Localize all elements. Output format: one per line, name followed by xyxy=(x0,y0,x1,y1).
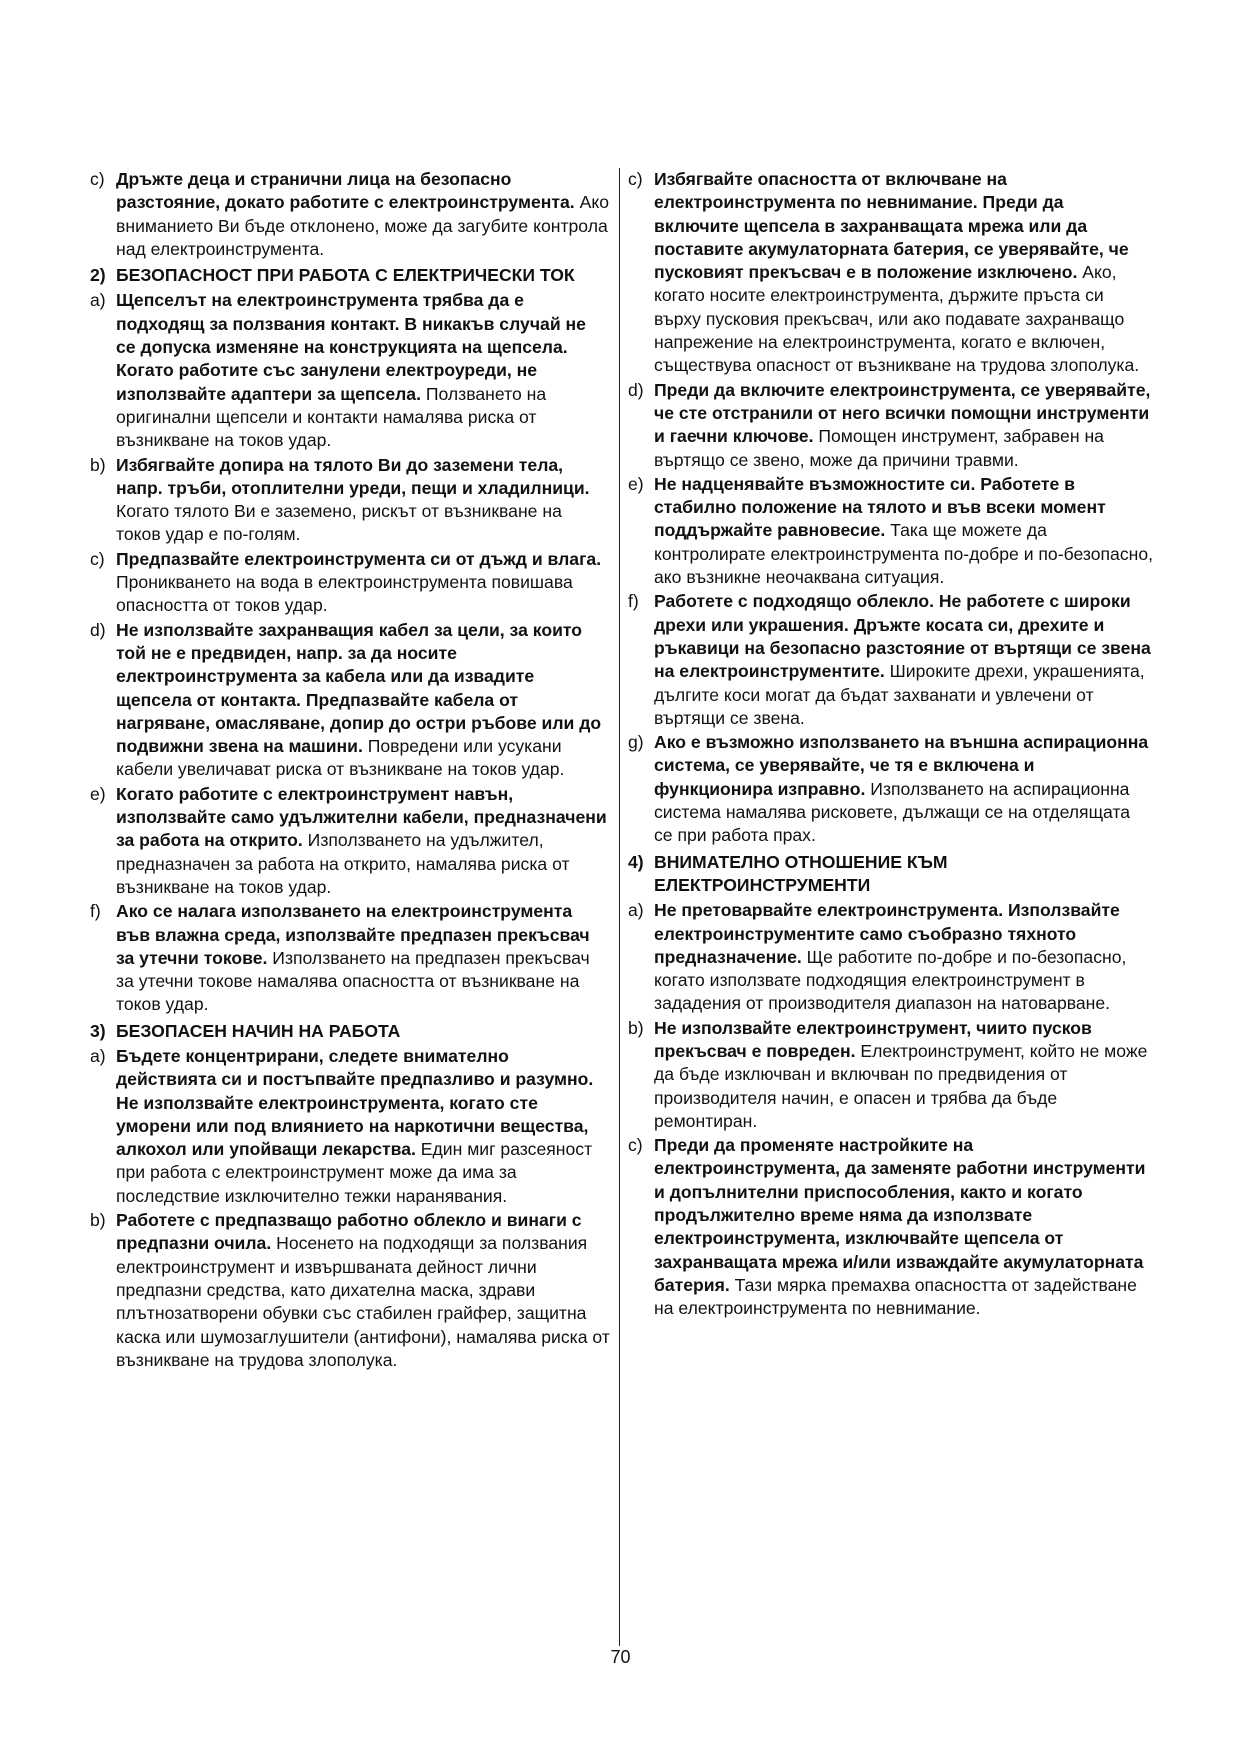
item-explanation: Проникването на вода в електроинструмента повишава опасността от токов удар. xyxy=(116,572,573,616)
item-warning: Предпазвайте електроинструмента си от дъжд и влага. xyxy=(116,548,602,569)
list-item xyxy=(90,1045,610,1208)
item-warning: Бъдете концентрирани, следете внимателно действията си и постъпвайте предпазливо и разумно. Не използвайте електроинструмента, когато сте уморени или под влиянието на наркотични вещества, алкохол или упойващи лекарства. xyxy=(116,1045,594,1160)
item-label: a) xyxy=(90,1045,106,1066)
item-explanation: Тази мярка премахва опасността от задействане на електроинструмента по невнимание. xyxy=(654,1274,1137,1319)
list-item xyxy=(90,619,610,782)
item-label: d) xyxy=(90,619,106,640)
section-heading xyxy=(90,1020,610,1043)
item-explanation: Ако, когато носите електроинструмента, държите пръста си върху пусковия прекъсвач, или ако подавате захранващо напрежение на електроинструмента, когато е включен, съществува опасност от възникване на трудова злополука. xyxy=(654,262,1140,376)
item-label: d) xyxy=(628,379,644,400)
page-number: 70 xyxy=(610,1647,631,1667)
item-explanation: Един миг разсеяност при работа с електроинструмент може да има за последствие изключително тежки наранявания. xyxy=(116,1139,593,1206)
section-number: 3) xyxy=(90,1020,106,1041)
list-item xyxy=(628,899,1153,1015)
item-label: e) xyxy=(628,473,644,494)
item-warning: Когато работите с електроинструмент навън, използвайте само удължителни кабели, предназначени за работа на открито. xyxy=(116,783,607,851)
list-item xyxy=(628,379,1153,472)
item-warning: Работете с предпазващо работно облекло и винаги с предпазни очила. xyxy=(116,1210,582,1254)
item-explanation: Ако вниманието Ви бъде отклонено, може да загубите контрола над електроинструмента. xyxy=(116,192,610,259)
item-explanation: Електроинструмент, който не може да бъде изключван и включван по предвидения от производителя начин, е опасен и трябва да бъде ремонтиран. xyxy=(654,1040,1148,1131)
item-label: c) xyxy=(90,548,105,569)
item-label: a) xyxy=(90,290,106,311)
item-warning: Избягвайте допира на тялото Ви до заземени тела, напр. тръби, отоплителни уреди, пещи и хладилници. xyxy=(116,454,590,498)
item-warning: Не претоварвайте електроинструмента. Използвайте електроинструментите само съобразно тяхното предназначение. xyxy=(654,900,1120,967)
list-item xyxy=(90,1209,610,1372)
list-item xyxy=(628,1134,1153,1320)
list-item xyxy=(90,548,610,618)
list-item xyxy=(628,168,1153,378)
item-warning: Работете с подходящо облекло. Не работете с широки дрехи или украшения. Дръжте косата си, дрехите и ръкавици на безопасно разстояние от въртящи се звена на електроинструментите. xyxy=(654,591,1151,682)
item-warning: Ако се налага използването на електроинструмента във влажна среда, използвайте предпазен прекъсвач за утечни токове. xyxy=(116,901,590,968)
list-item xyxy=(90,454,610,547)
item-warning: Избягвайте опасността от включване на електроинструмента по невнимание. Преди да включите щепсела в захранващата мрежа или да поставите акумулаторната батерия, се уверявайте, че пусковият прекъсвач е в положение изключено. xyxy=(654,169,1129,283)
list-item xyxy=(628,1017,1153,1133)
item-warning: Дръжте деца и странични лица на безопасно разстояние, докато работите с електроинструмента. xyxy=(116,169,575,213)
section-title: ВНИМАТЕЛНО ОТНОШЕНИЕ КЪМ ЕЛЕКТРОИНСТРУМЕНТИ xyxy=(654,851,948,895)
item-label: b) xyxy=(90,1210,106,1231)
item-warning: Ако е възможно използването на външна аспирационна система, се уверявайте, че тя е включена и функционира изправно. xyxy=(654,732,1149,799)
section-number: 2) xyxy=(90,265,106,286)
item-label: f) xyxy=(90,901,101,922)
item-explanation: Широките дрехи, украшенията, дългите коси могат да бъдат захванати и увлечени от въртящи се звена. xyxy=(654,661,1145,728)
item-label: b) xyxy=(628,1017,644,1038)
list-item xyxy=(90,900,610,1016)
item-explanation: Ще работите по-добре и по-безопасно, когато използвате подходящия електроинструмент в зададения от производителя диапазон на натоварване. xyxy=(654,946,1127,1014)
item-warning: Не надценявайте възможностите си. Работете в стабилно положение на тялото и във всеки момент поддържайте равновесие. xyxy=(654,473,1106,541)
item-label: b) xyxy=(90,454,106,475)
section-title: БЕЗОПАСЕН НАЧИН НА РАБОТА xyxy=(116,1020,401,1041)
list-item xyxy=(90,168,610,261)
item-explanation: Използването на удължител, предназначен за работа на открито, намалява риска от възникване на токов удар. xyxy=(116,830,570,897)
section-number: 4) xyxy=(628,851,644,872)
item-warning: Не използвайте електроинструмент, чиито пусков прекъсвач е повреден. xyxy=(654,1017,1092,1061)
item-label: c) xyxy=(90,169,105,189)
item-explanation: Така ще можете да контролирате електроинструмента по-добре и по-безопасно, ако възникне неочаквана ситуация. xyxy=(654,520,1154,588)
list-item xyxy=(628,731,1153,847)
item-warning: Преди да включите електроинструмента, се уверявайте, че сте отстранили от него всички помощни инструменти и гаечни ключове. xyxy=(654,379,1151,447)
list-item xyxy=(628,590,1153,730)
item-explanation: Ползването на оригинални щепсели и контакти намалява риска от възникване на токов удар. xyxy=(116,383,547,451)
section-title: БЕЗОПАСНОСТ ПРИ РАБОТА С ЕЛЕКТРИЧЕСКИ ТОК xyxy=(116,265,575,286)
left-column xyxy=(90,168,610,1373)
section-heading xyxy=(90,264,610,287)
item-explanation: Носенето на подходящи за ползвания електроинструмент и извършваната дейност лични предпазни средства, като дихателна маска, здрави плътнозатворени обувки със стабилен грайфер, защитна каска или шумозаглушители (антифони), намалява риска от възникване на трудова злополука. xyxy=(116,1233,610,1370)
item-label: c) xyxy=(628,169,643,189)
item-explanation: Помощен инструмент, забравен на въртящо се звено, може да причини травми. xyxy=(654,426,1104,470)
item-warning: Щепселът на електроинструмента трябва да е подходящ за ползвания контакт. В никакъв случай не се допуска изменяне на конструкцията на щепсела. Когато работите със занулени електроуреди, не използвайте адаптери за щепсела. xyxy=(116,290,586,404)
item-label: g) xyxy=(628,732,644,753)
item-label: f) xyxy=(628,591,639,612)
right-column xyxy=(628,168,1153,1322)
item-explanation: Използването на аспирационна система намалява рисковете, дължащи се на отделящата се при работа прах. xyxy=(654,778,1131,846)
item-label: e) xyxy=(90,783,106,804)
item-label: a) xyxy=(628,900,644,921)
item-label: c) xyxy=(628,1135,643,1156)
item-warning: Не използвайте захранващия кабел за цели, за които той не е предвиден, напр. за да носите електроинструмента за кабела или да извадите щепсела от контакта. Предпазвайте кабела от нагряване, омасляване, допир до остри ръбове или до подвижни звена на машини. xyxy=(116,619,602,757)
list-item xyxy=(90,783,610,899)
section-heading xyxy=(628,851,1153,898)
list-item xyxy=(628,473,1153,589)
item-explanation: Когато тялото Ви е заземено, рискът от възникване на токов удар е по-голям. xyxy=(116,501,562,545)
item-explanation: Използването на предпазен прекъсвач за утечни токове намалява опасността от възникване на токов удар. xyxy=(116,947,590,1015)
item-warning: Преди да променяте настройките на електроинструмента, да заменяте работни инструменти и допълнителни приспособления, както и когато продължително време няма да използвате електроинструмента, изключвайте щепсела от захранващата мрежа и/или изваждайте акумулаторната батерия. xyxy=(654,1135,1146,1295)
column-divider xyxy=(619,168,620,1646)
item-explanation: Повредени или усукани кабели увеличават риска от възникване на токов удар. xyxy=(116,736,565,780)
list-item xyxy=(90,289,610,452)
